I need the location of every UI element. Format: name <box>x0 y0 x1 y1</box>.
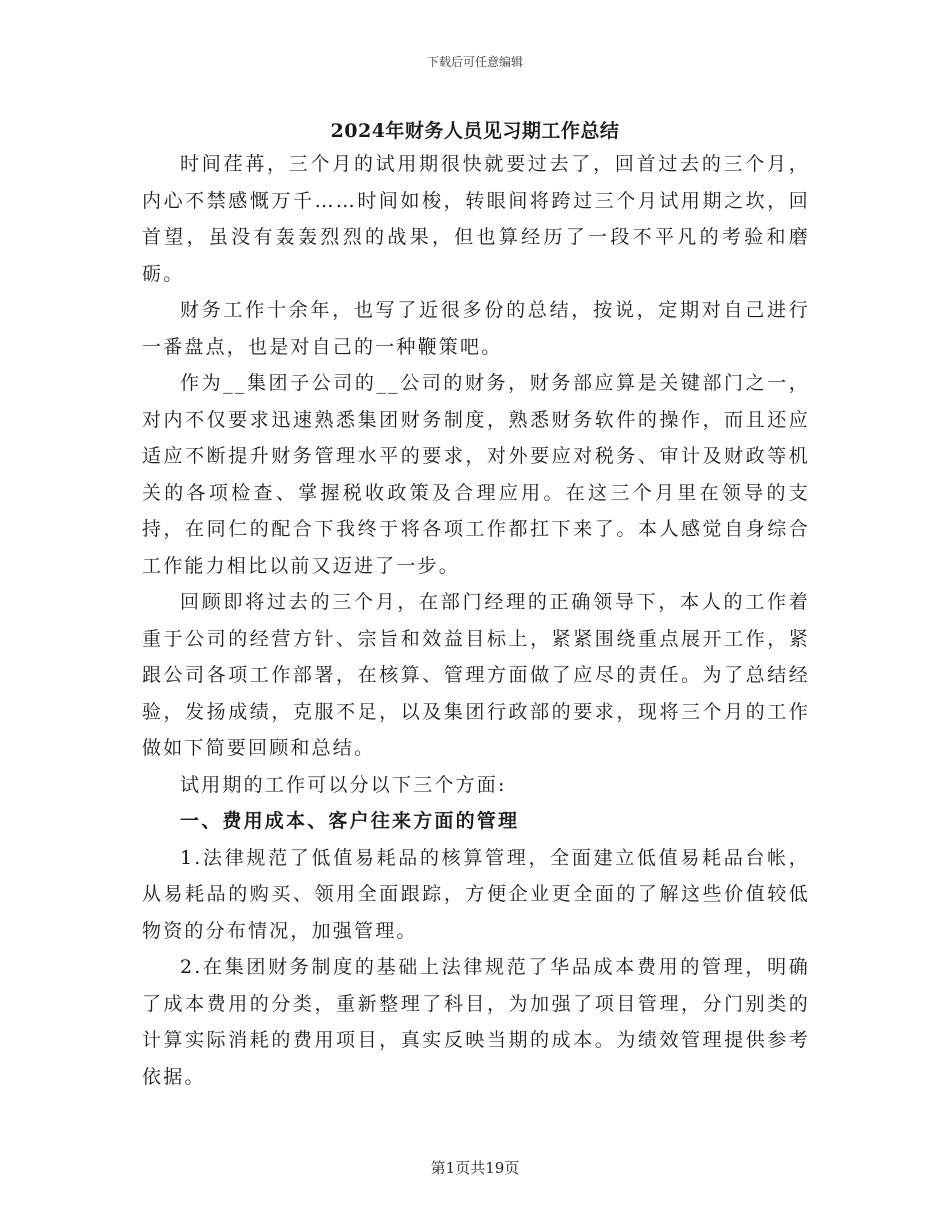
document-body <box>142 146 810 1095</box>
paragraph-aspects: 试用期的工作可以分以下三个方面: <box>180 773 507 796</box>
paragraph-item-2: 2.在集团财务制度的基础上法律规范了华品成本费用的管理，明确了成本费用的分类，重新整理了科目，为加强了项目管理，分门别类的计算实际消耗的费用项目，真实反映当期的成本。为绩效管理提供参考依据。 <box>142 956 810 1088</box>
paragraph-item-1: 1.法律规范了低值易耗品的核算管理，全面建立低值易耗品台帐，从易耗品的购买、领用全面跟踪，方便企业更全面的了解这些价值较低物资的分布情况，加强管理。 <box>142 846 810 942</box>
document-title: 2024年财务人员见习期工作总结 <box>330 120 620 142</box>
section-heading-1: 一、费用成本、客户往来方面的管理 <box>180 810 520 832</box>
paragraph-review: 回顾即将过去的三个月，在部门经理的正确领导下，本人的工作着重于公司的经营方针、宗旨和效益目标上，紧紧围绕重点展开工作，紧跟公司各项工作部署，在核算、管理方面做了应尽的责任。为了总结经验，发扬成绩，克服不足，以及集团行政部的要求，现将三个月的工作做如下简要回顾和总结。 <box>142 591 810 759</box>
paragraph-role: 作为__集团子公司的__公司的财务，财务部应算是关键部门之一，对内不仅要求迅速熟悉集团财务制度，熟悉财务软件的操作，而且还应适应不断提升财务管理水平的要求，对外要应对税务、审计及财政等机关的各项检查、掌握税收政策及合理应用。在这三个月里在领导的支持，在同仁的配合下我终于将各项工作都扛下来了。本人感觉自身综合工作能力相比以前又迈进了一步。 <box>142 372 810 577</box>
paragraph-experience: 财务工作十余年，也写了近很多份的总结，按说，定期对自己进行一番盘点，也是对自己的一种鞭策吧。 <box>142 299 810 358</box>
header-note: 下载后可任意编辑 <box>426 55 523 69</box>
paragraph-intro: 时间荏苒，三个月的试用期很快就要过去了，回首过去的三个月，内心不禁感慨万千……时间如梭，转眼间将跨过三个月试用期之坎，回首望，虽没有轰轰烈烈的战果，但也算经历了一段不平凡的考验和磨砺。 <box>142 153 810 285</box>
page-number-footer: 第1页共19页 <box>430 1159 520 1177</box>
